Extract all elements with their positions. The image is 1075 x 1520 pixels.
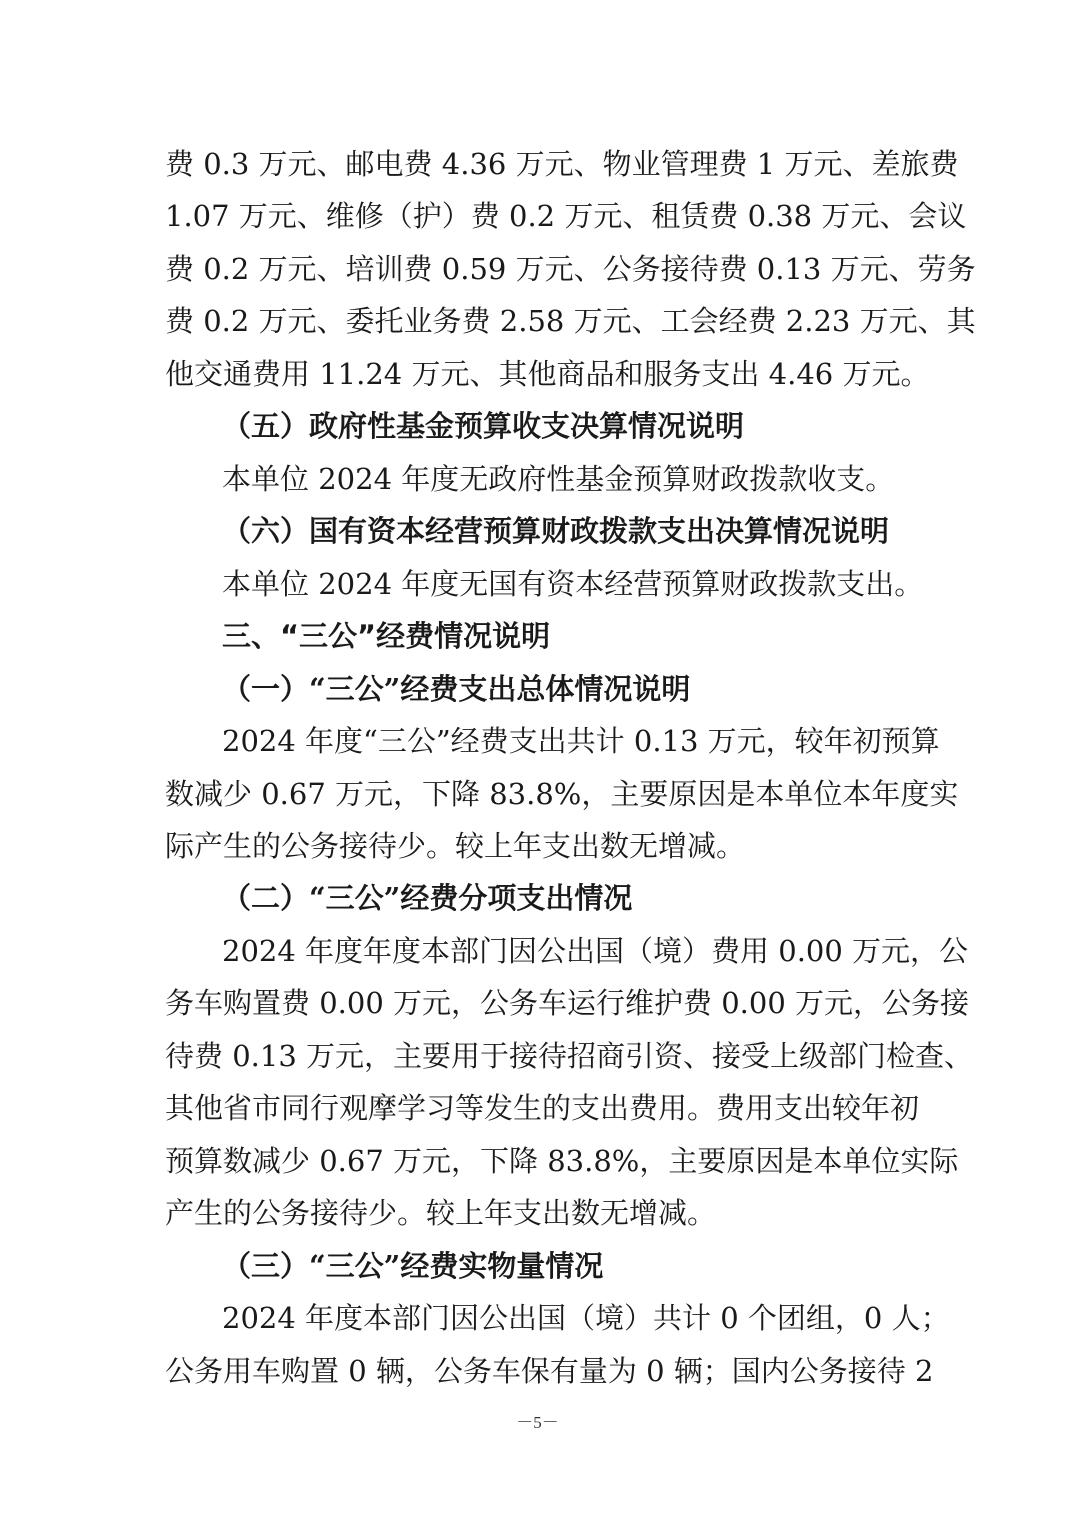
paragraph-line: 其他省市同行观摩学习等发生的支出费用。费用支出较年初 xyxy=(165,1091,920,1125)
paragraph-line: 产生的公务接待少。较上年支出数无增减。 xyxy=(165,1196,717,1230)
section-heading-5: （五）政府性基金预算收支决算情况说明 xyxy=(222,409,745,443)
chapter-heading-3: 三、“三公”经费情况说明 xyxy=(222,619,551,653)
section-heading-3: （三）“三公”经费实物量情况 xyxy=(222,1249,604,1283)
paragraph-line: 务车购置费 0.00 万元，公务车运行维护费 0.00 万元，公务接 xyxy=(165,986,970,1020)
paragraph-line: 费 0.2 万元、委托业务费 2.58 万元、工会经费 2.23 万元、其 xyxy=(165,304,976,338)
paragraph-line: 待费 0.13 万元，主要用于接待招商引资、接受上级部门检查、 xyxy=(165,1039,974,1073)
section-heading-2: （二）“三公”经费分项支出情况 xyxy=(222,881,633,915)
paragraph-line: 他交通费用 11.24 万元、其他商品和服务支出 4.46 万元。 xyxy=(165,357,930,391)
paragraph-line: 数减少 0.67 万元，下降 83.8%，主要原因是本单位本年度实 xyxy=(165,777,959,811)
paragraph-line: 2024 年度年度本部门因公出国（境）费用 0.00 万元，公 xyxy=(222,934,969,968)
paragraph-line: 费 0.3 万元、邮电费 4.36 万元、物业管理费 1 万元、差旅费 xyxy=(165,147,959,181)
paragraph-line: 公务用车购置 0 辆，公务车保有量为 0 辆；国内公务接待 2 xyxy=(165,1354,934,1388)
paragraph-line: 费 0.2 万元、培训费 0.59 万元、公务接待费 0.13 万元、劳务 xyxy=(165,252,976,286)
paragraph-line: 预算数减少 0.67 万元，下降 83.8%，主要原因是本单位实际 xyxy=(165,1144,959,1178)
section-heading-6: （六）国有资本经营预算财政拨款支出决算情况说明 xyxy=(222,514,890,548)
section-heading-1: （一）“三公”经费支出总体情况说明 xyxy=(222,672,691,706)
paragraph-line: 1.07 万元、维修（护）费 0.2 万元、租赁费 0.38 万元、会议 xyxy=(165,199,967,233)
paragraph-line: 本单位 2024 年度无国有资本经营预算财政拨款支出。 xyxy=(222,567,924,601)
paragraph-line: 2024 年度本部门因公出国（境）共计 0 个团组，0 人； xyxy=(222,1301,950,1335)
page-number: －5－ xyxy=(516,1413,559,1432)
paragraph-line: 本单位 2024 年度无政府性基金预算财政拨款收支。 xyxy=(222,462,895,496)
paragraph-line: 际产生的公务接待少。较上年支出数无增减。 xyxy=(165,829,746,863)
paragraph-line: 2024 年度“三公”经费支出共计 0.13 万元，较年初预算 xyxy=(222,724,940,758)
